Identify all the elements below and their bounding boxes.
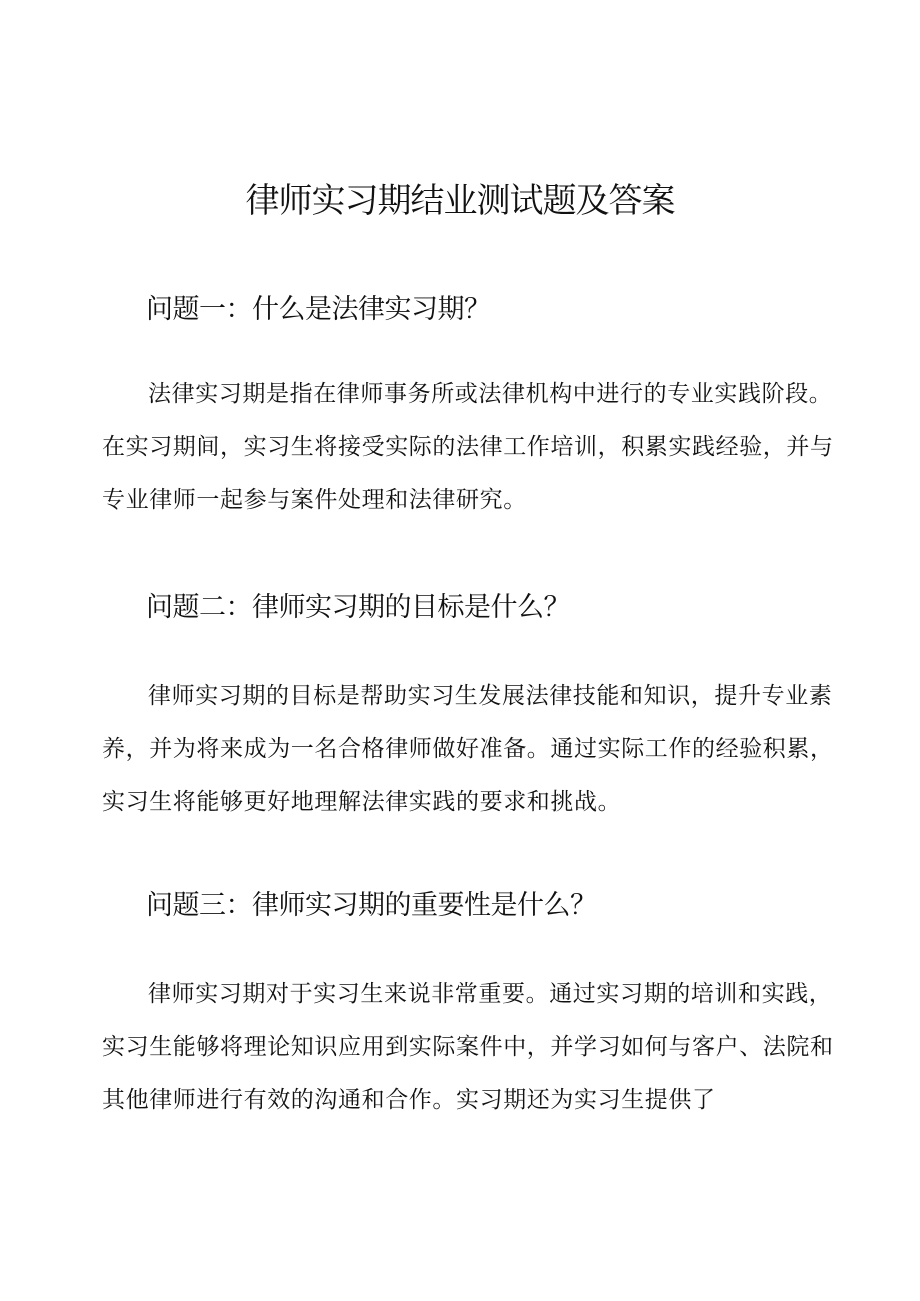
answer-1-paragraph: 法律实习期是指在律师事务所或法律机构中进行的专业实践阶段。在实习期间，实习生将接受实际的法律工作培训，积累实践经验，并与专业律师一起参与案件处理和法律研究。 — [102, 381, 834, 513]
answer-3-paragraph: 律师实习期对于实习生来说非常重要。通过实习期的培训和实践，实习生能够将理论知识应用到实际案件中，并学习如何与客户、法院和其他律师进行有效的沟通和合作。实习期还为实习生提供了 — [102, 981, 834, 1113]
question-3-heading: 问题三：律师实习期的重要性是什么？ — [146, 890, 597, 921]
answer-2-paragraph: 律师实习期的目标是帮助实习生发展法律技能和知识，提升专业素养，并为将来成为一名合格律师做好准备。通过实际工作的经验积累，实习生将能够更好地理解法律实践的要求和挑战。 — [102, 683, 834, 815]
question-2-heading: 问题二：律师实习期的目标是什么？ — [146, 592, 570, 623]
question-1-heading: 问题一：什么是法律实习期？ — [146, 294, 491, 325]
document-title: 律师实习期结业测试题及答案 — [245, 181, 675, 221]
